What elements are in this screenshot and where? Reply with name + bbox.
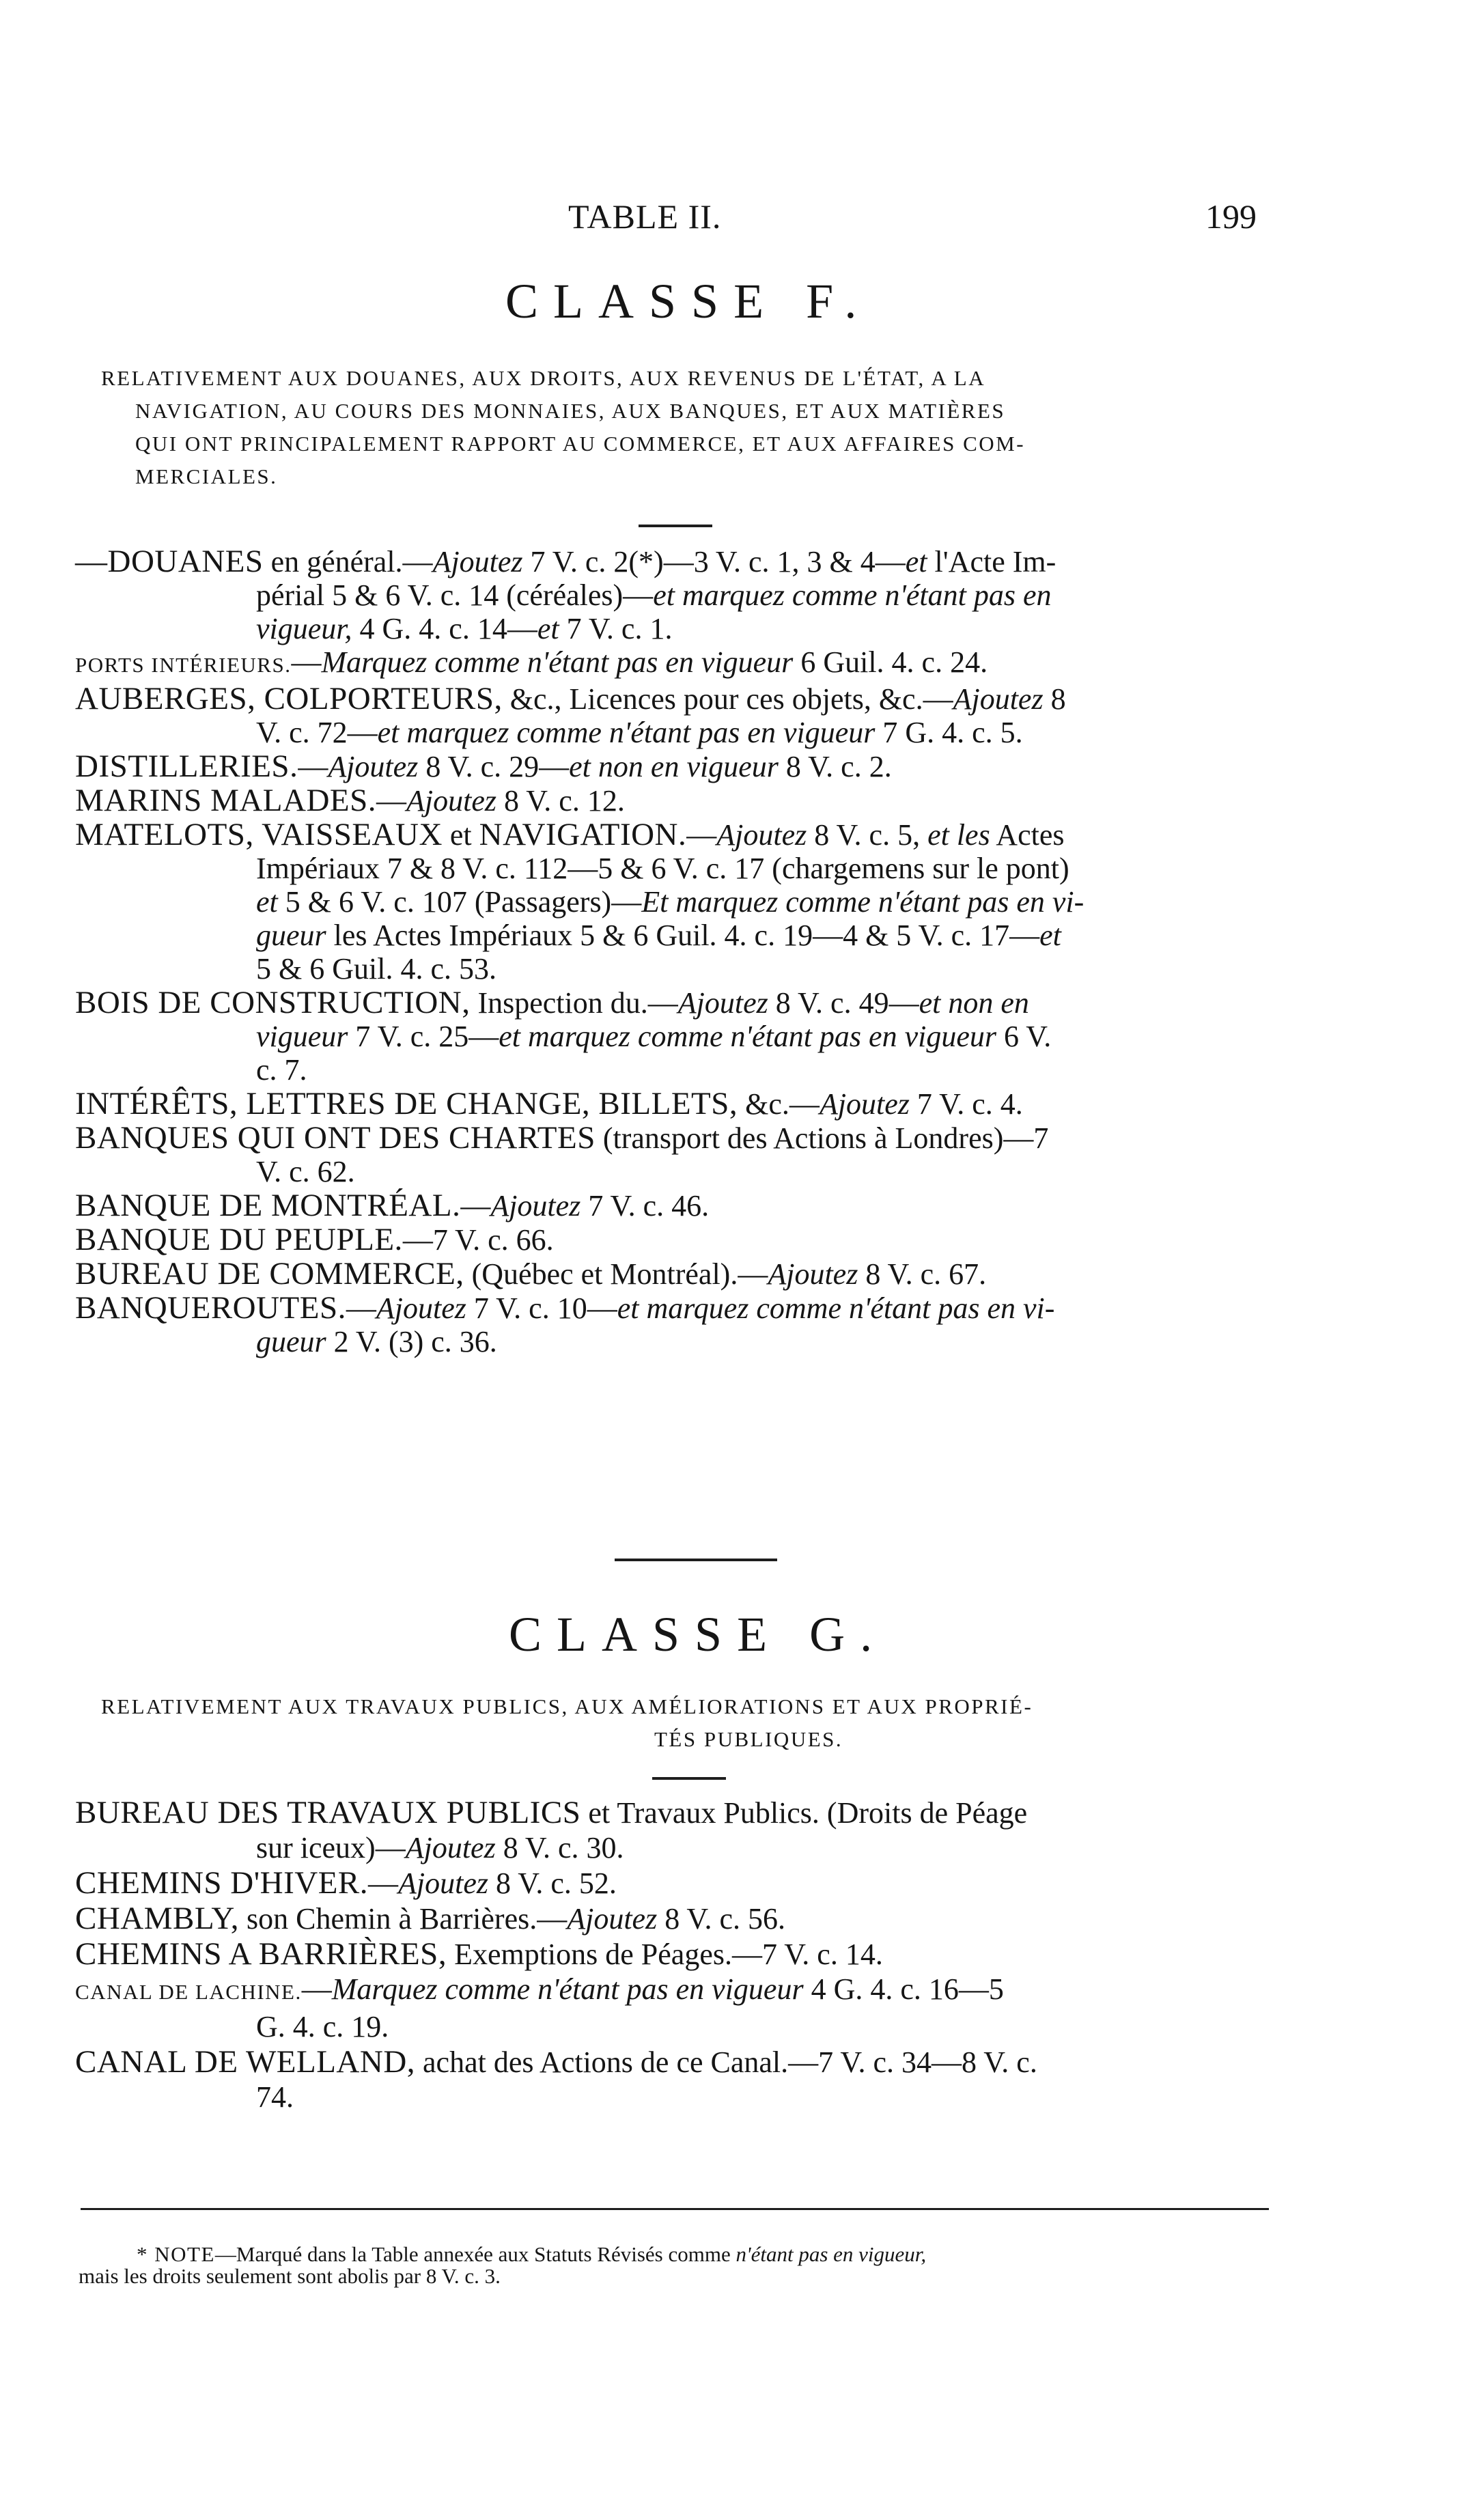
text-run: (transport des Actions à Londres)—7 bbox=[595, 1121, 1049, 1155]
text-run: Ajoutez bbox=[328, 750, 419, 783]
text-run: 8 V. c. 12. bbox=[496, 784, 625, 818]
entry-continuation-line bbox=[75, 1833, 1037, 1863]
text-run: et marquez comme n'étant pas en vigueur bbox=[499, 1020, 996, 1053]
text-run: 7 V. c. 46. bbox=[580, 1189, 710, 1222]
entry-continuation-line bbox=[75, 1327, 1084, 1357]
text-run: BUREAU DE COMMERCE, bbox=[75, 1256, 464, 1291]
class-g-entries bbox=[75, 1795, 1037, 2117]
index-entry bbox=[75, 1290, 1084, 1358]
text-run: les Actes Impériaux 5 & 6 Guil. 4. c. 19—4 & 5 V. c. 17— bbox=[326, 919, 1040, 952]
class-g-top-rule bbox=[615, 1559, 777, 1561]
text-run: 8 V. c. 30. bbox=[495, 1831, 624, 1864]
footnote-rule bbox=[81, 2208, 1269, 2210]
text-run: BANQUEROUTES. bbox=[75, 1290, 346, 1326]
text-run: 8 V. c. 49— bbox=[768, 986, 919, 1020]
text-run: Ajoutez bbox=[490, 1189, 581, 1222]
text-run: Et marquez comme n'étant pas en vi- bbox=[641, 885, 1084, 919]
text-run: 4 G. 4. c. 14— bbox=[352, 612, 537, 645]
text-run: Ajoutez bbox=[406, 784, 496, 818]
text-run: 7 V. c. 25— bbox=[348, 1020, 499, 1053]
entry-line bbox=[75, 1974, 1037, 2007]
text-run: BANQUE DE MONTRÉAL. bbox=[75, 1188, 461, 1223]
entry-line bbox=[75, 2044, 1037, 2080]
text-run: achat des Actions de ce Canal.—7 V. c. 34—8 V. c. bbox=[415, 2045, 1037, 2079]
subtitle-line: MERCIALES. bbox=[135, 464, 278, 488]
entry-continuation-line bbox=[75, 1157, 1084, 1187]
text-run: BANQUE DU PEUPLE. bbox=[75, 1222, 403, 1257]
text-run: — bbox=[376, 784, 406, 818]
entry-continuation-line bbox=[75, 854, 1084, 884]
class-f-rule bbox=[639, 525, 712, 527]
text-run: V. c. 72— bbox=[256, 716, 378, 749]
text-run: 8 bbox=[1043, 682, 1066, 716]
text-run: * NOTE bbox=[137, 2242, 215, 2266]
text-run: Ajoutez bbox=[716, 818, 807, 852]
text-run: en général.— bbox=[263, 545, 433, 578]
entry-line bbox=[75, 1256, 1084, 1291]
text-run: BUREAU DES TRAVAUX PUBLICS bbox=[75, 1795, 581, 1830]
text-run: gueur bbox=[256, 919, 326, 952]
index-entry bbox=[75, 817, 1084, 986]
text-run: 8 V. c. 29— bbox=[418, 750, 570, 783]
text-run: 5 & 6 Guil. 4. c. 53. bbox=[256, 952, 496, 986]
entry-line bbox=[75, 1290, 1084, 1326]
text-run: vigueur bbox=[256, 1020, 348, 1053]
footnote-line bbox=[79, 2265, 926, 2287]
text-run: — bbox=[460, 1189, 491, 1222]
text-run: et marquez comme n'étant pas en bbox=[653, 578, 1052, 612]
text-run: INTÉRÊTS, LETTRES DE CHANGE, BILLETS, bbox=[75, 1086, 738, 1121]
text-run: (Québec et Montréal).— bbox=[464, 1257, 768, 1291]
text-run: NAVIGATION. bbox=[479, 817, 687, 852]
text-run: et non en bbox=[919, 986, 1029, 1020]
text-run: 8 V. c. 56. bbox=[657, 1902, 786, 1936]
text-run: 4 G. 4. c. 16—5 bbox=[803, 1972, 1004, 2006]
entry-line bbox=[75, 546, 1084, 577]
entry-line bbox=[75, 985, 1084, 1020]
class-f-entries bbox=[75, 546, 1084, 1360]
index-entry bbox=[75, 546, 1084, 644]
index-entry bbox=[75, 1865, 1037, 1901]
text-run: Actes bbox=[990, 818, 1065, 852]
text-run: &c.— bbox=[738, 1087, 820, 1121]
text-run: et les bbox=[927, 818, 990, 852]
entry-line bbox=[75, 1120, 1084, 1156]
text-run: Marquez comme n'étant pas en vigueur bbox=[321, 645, 794, 679]
index-entry bbox=[75, 1903, 1037, 1934]
text-run: Marquez comme n'étant pas en vigueur bbox=[331, 1972, 804, 2006]
footnote-line bbox=[137, 2244, 926, 2265]
text-run: Impériaux 7 & 8 V. c. 112—5 & 6 V. c. 17 (chargemens sur le pont) bbox=[256, 852, 1069, 885]
text-run: et bbox=[537, 612, 559, 645]
text-run: BOIS DE CONSTRUCTION, bbox=[75, 985, 471, 1020]
entry-line bbox=[75, 1795, 1037, 1830]
index-entry bbox=[75, 2044, 1037, 2114]
entry-continuation-line bbox=[75, 614, 1084, 644]
entry-line bbox=[75, 1190, 1084, 1221]
text-run: V. c. 62. bbox=[256, 1155, 355, 1188]
subtitle-line: NAVIGATION, AU COURS DES MONNAIES, AUX BANQUES, ET AUX MATIÈRES bbox=[135, 399, 1006, 423]
subtitle-line: RELATIVEMENT AUX DOUANES, AUX DROITS, AUX REVENUS DE L'ÉTAT, A LA bbox=[101, 366, 986, 390]
class-g-title: CLASSE G. bbox=[509, 1607, 888, 1662]
text-run: mais les droits seulement sont abolis par 8 V. c. 3. bbox=[79, 2264, 501, 2288]
text-run: MARINS MALADES. bbox=[75, 783, 376, 818]
text-run: Ajoutez bbox=[768, 1257, 858, 1291]
text-run: Ajoutez bbox=[376, 1291, 466, 1325]
text-run: sur iceux)— bbox=[256, 1831, 406, 1864]
text-run: 2 V. (3) c. 36. bbox=[326, 1325, 497, 1358]
text-run: CANAL DE LACHINE. bbox=[75, 1980, 302, 2004]
entry-line bbox=[75, 751, 1084, 782]
text-run: Ajoutez bbox=[819, 1087, 910, 1121]
entry-line bbox=[75, 681, 1084, 716]
text-run: PORTS INTÉRIEURS. bbox=[75, 653, 292, 677]
index-entry bbox=[75, 985, 1084, 1087]
entry-continuation-line bbox=[75, 2012, 1037, 2042]
entry-continuation-line bbox=[75, 887, 1084, 917]
text-run: —7 V. c. 66. bbox=[402, 1223, 554, 1257]
text-run: et marquez comme n'étant pas en vigueur bbox=[377, 716, 876, 749]
text-run: BANQUES QUI ONT DES CHARTES bbox=[75, 1120, 596, 1156]
text-run: CHEMINS A BARRIÈRES, bbox=[75, 1936, 447, 1972]
index-entry bbox=[75, 1974, 1037, 2042]
index-entry bbox=[75, 1795, 1037, 1864]
entry-continuation-line bbox=[75, 578, 1084, 612]
text-run: 7 V. c. 4. bbox=[909, 1087, 1023, 1121]
text-run: et marquez comme n'étant pas en vi- bbox=[617, 1291, 1055, 1325]
text-run: — bbox=[346, 1291, 376, 1325]
index-entry bbox=[75, 1086, 1084, 1121]
text-run: — bbox=[368, 1867, 399, 1900]
class-f-title: CLASSE F. bbox=[505, 274, 872, 329]
entry-continuation-line bbox=[75, 1022, 1084, 1052]
text-run: et bbox=[442, 818, 479, 852]
text-run: — bbox=[686, 818, 717, 852]
entry-continuation-line bbox=[75, 1055, 1084, 1085]
index-entry bbox=[75, 1190, 1084, 1221]
text-run: 6 Guil. 4. c. 24. bbox=[793, 645, 988, 679]
text-run: et Travaux Publics. (Droits de Péage bbox=[580, 1796, 1028, 1830]
page-number: 199 bbox=[1205, 197, 1257, 236]
entry-line bbox=[75, 1865, 1037, 1901]
index-entry bbox=[75, 1256, 1084, 1291]
entry-line bbox=[75, 1222, 1084, 1257]
text-run: 7 V. c. 10— bbox=[466, 1291, 617, 1325]
text-run: &c., Licences pour ces objets, &c.— bbox=[502, 682, 953, 716]
subtitle-line: RELATIVEMENT AUX TRAVAUX PUBLICS, AUX AMÉLIORATIONS ET AUX PROPRIÉ- bbox=[101, 1694, 1033, 1718]
text-run: 7 V. c. 1. bbox=[559, 612, 673, 645]
text-run: et bbox=[905, 545, 927, 578]
text-run: CHAMBLY, bbox=[75, 1901, 240, 1936]
index-entry bbox=[75, 681, 1084, 749]
text-run: Ajoutez bbox=[953, 682, 1044, 716]
text-run: 74. bbox=[256, 2080, 294, 2114]
text-run: 5 & 6 V. c. 107 (Passagers)— bbox=[277, 885, 642, 919]
text-run: CANAL DE WELLAND, bbox=[75, 2044, 416, 2080]
entry-line bbox=[75, 1936, 1037, 1972]
text-run: AUBERGES, COLPORTEURS, bbox=[75, 681, 503, 716]
entry-line bbox=[75, 1086, 1084, 1121]
text-run: son Chemin à Barrières.— bbox=[239, 1902, 568, 1936]
text-run: Ajoutez bbox=[432, 545, 523, 578]
entry-line bbox=[75, 1903, 1037, 1934]
text-run: 8 V. c. 67. bbox=[858, 1257, 987, 1291]
text-run: et bbox=[1039, 919, 1061, 952]
running-title: TABLE II. bbox=[568, 197, 722, 236]
text-run: 8 V. c. 2. bbox=[778, 750, 892, 783]
entry-continuation-line bbox=[75, 954, 1084, 984]
class-g-rule bbox=[652, 1777, 726, 1780]
text-run: — bbox=[298, 750, 328, 783]
text-run: — bbox=[301, 1972, 332, 2006]
text-run: —Marqué dans la Table annexée aux Statuts Révisés comme bbox=[214, 2242, 736, 2266]
index-entry bbox=[75, 1222, 1084, 1257]
text-run: gueur bbox=[256, 1325, 326, 1358]
text-run: périal 5 & 6 V. c. 14 (céréales)— bbox=[256, 578, 654, 612]
text-run: Ajoutez bbox=[677, 986, 768, 1020]
text-run: l'Acte Im- bbox=[927, 545, 1056, 578]
entry-continuation-line bbox=[75, 2082, 1037, 2112]
text-run: Inspection du.— bbox=[470, 986, 678, 1020]
text-run: G. 4. c. 19. bbox=[256, 2010, 389, 2043]
text-run: 7 G. 4. c. 5. bbox=[875, 716, 1023, 749]
text-run: DISTILLERIES. bbox=[75, 749, 298, 784]
subtitle-line: TÉS PUBLIQUES. bbox=[654, 1727, 843, 1751]
index-entry bbox=[75, 647, 1084, 680]
entry-continuation-line bbox=[75, 921, 1084, 951]
index-entry bbox=[75, 1120, 1084, 1188]
subtitle-line: QUI ONT PRINCIPALEMENT RAPPORT AU COMMERCE, ET AUX AFFAIRES COM- bbox=[135, 432, 1026, 456]
text-run: Ajoutez bbox=[567, 1902, 658, 1936]
index-entry bbox=[75, 751, 1084, 782]
text-run: —DOUANES bbox=[75, 544, 264, 579]
text-run: — bbox=[291, 645, 322, 679]
text-run: 7 V. c. 2(*)—3 V. c. 1, 3 & 4— bbox=[522, 545, 906, 578]
text-run: Exemptions de Péages.—7 V. c. 14. bbox=[447, 1938, 883, 1971]
class-f-subtitle bbox=[101, 362, 1025, 493]
text-run: et bbox=[256, 885, 278, 919]
text-run: 8 V. c. 5, bbox=[807, 818, 928, 852]
entry-line bbox=[75, 785, 1084, 816]
index-entry bbox=[75, 1936, 1037, 1972]
text-run: n'étant pas en vigueur, bbox=[736, 2242, 927, 2266]
text-run: vigueur, bbox=[256, 612, 352, 645]
footnote bbox=[79, 2242, 927, 2288]
text-run: c. 7. bbox=[256, 1053, 307, 1087]
text-run: 6 V. bbox=[996, 1020, 1052, 1053]
text-run: Ajoutez bbox=[398, 1867, 489, 1900]
text-run: CHEMINS D'HIVER. bbox=[75, 1865, 369, 1901]
entry-line bbox=[75, 647, 1084, 680]
text-run: 8 V. c. 52. bbox=[488, 1867, 617, 1900]
index-entry bbox=[75, 785, 1084, 816]
text-run: et non en vigueur bbox=[569, 750, 779, 783]
text-run: MATELOTS, VAISSEAUX bbox=[75, 817, 443, 852]
class-g-subtitle bbox=[101, 1690, 1033, 1756]
entry-continuation-line bbox=[75, 718, 1084, 748]
entry-line bbox=[75, 817, 1084, 852]
text-run: Ajoutez bbox=[405, 1831, 496, 1864]
